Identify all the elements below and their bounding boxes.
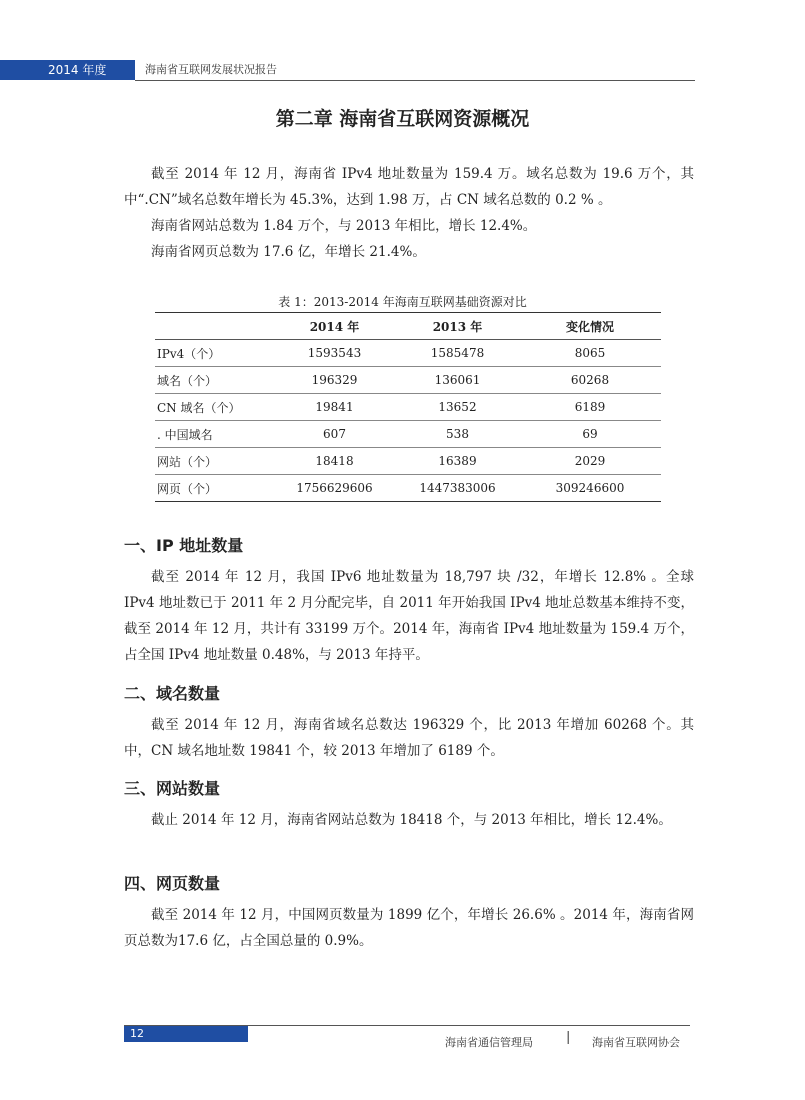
table-header-cell: 2013 年 xyxy=(396,313,519,340)
table-cell: 13652 xyxy=(396,394,519,421)
table-header-cell: 变化情况 xyxy=(519,313,661,340)
table-cell: 607 xyxy=(273,421,396,448)
section-heading-webpages: 四、网页数量 xyxy=(124,874,221,893)
section-paragraph: 截止 2014 年 12 月，海南省网站总数为 18418 个，与 2013 年相比，增长 12.4%。 xyxy=(151,812,672,828)
header-divider xyxy=(135,80,695,81)
section-heading-domain: 二、域名数量 xyxy=(124,684,221,703)
intro-paragraph-1: 截至 2014 年 12 月，海南省 IPv4 地址数量为 159.4 万。域名总数为 19.6 万个，其中“.CN”域名总数年增长为 45.3%，达到 1.98 万，占 CN 域名总数的 0.2 % 。 xyxy=(124,166,694,208)
header-year-label: 2014 年度 xyxy=(48,63,107,77)
page-number-badge xyxy=(124,1026,248,1042)
section-paragraph: 截至 2014 年 12 月，海南省域名总数达 196329 个，比 2013 年增加 60268 个。其中，CN 域名地址数 19841 个，较 2013 年增加了 6189 个。 xyxy=(124,717,694,759)
footer-org-right: 海南省互联网协会 xyxy=(592,1036,680,1049)
section-body-websites xyxy=(124,807,694,833)
table-cell: 538 xyxy=(396,421,519,448)
table-cell: 8065 xyxy=(519,340,661,367)
intro-paragraph-3: 海南省网页总数为 17.6 亿，年增长 21.4%。 xyxy=(151,244,426,260)
section-body-domain xyxy=(124,712,694,764)
table-row xyxy=(155,421,661,448)
table-cell: 1593543 xyxy=(273,340,396,367)
resource-comparison-table xyxy=(155,312,661,502)
table-caption: 表 1：2013-2014 年海南互联网基础资源对比 xyxy=(278,295,527,309)
footer-separator: | xyxy=(566,1030,571,1045)
table-cell: 136061 xyxy=(396,367,519,394)
intro-block xyxy=(124,161,694,265)
table-row xyxy=(155,340,661,367)
section-paragraph: 截至 2014 年 12 月，我国 IPv6 地址数量为 18,797 块 /32，年增长 12.8% 。全球 IPv4 地址数已于 2011 年 2 月分配完毕，自 2011 年开始我国 IPv4 地址总数基本维持不变，截至 2014 年 12 月，共计有 33199 万个。2014 年，海南省 IPv4 地址数量为 159.4 万个，占全国 IPv4 地址数量 0.48%，与 2013 年持平。 xyxy=(124,569,694,663)
section-body-ip xyxy=(124,564,694,668)
page-number: 12 xyxy=(130,1027,144,1040)
table-cell: 69 xyxy=(519,421,661,448)
chapter-title: 第二章 海南省互联网资源概况 xyxy=(275,108,530,130)
table-row xyxy=(155,448,661,475)
table-row-label: CN 域名（个） xyxy=(155,394,273,421)
header-report-title: 海南省互联网发展状况报告 xyxy=(145,63,277,76)
table-row-label: . 中国域名 xyxy=(155,421,273,448)
section-heading-ip: 一、IP 地址数量 xyxy=(124,536,244,555)
table-header-cell: 2014 年 xyxy=(273,313,396,340)
table-row-label: IPv4（个） xyxy=(155,340,273,367)
table-row-label: 域名（个） xyxy=(155,367,273,394)
header-year-badge xyxy=(0,60,135,80)
table-cell: 60268 xyxy=(519,367,661,394)
table-cell: 196329 xyxy=(273,367,396,394)
section-body-webpages xyxy=(124,902,694,954)
table-cell: 19841 xyxy=(273,394,396,421)
table-header-cell xyxy=(155,313,273,340)
table-cell: 1756629606 xyxy=(273,475,396,502)
table-row-label: 网页（个） xyxy=(155,475,273,502)
table-cell: 1585478 xyxy=(396,340,519,367)
intro-paragraph-2: 海南省网站总数为 1.84 万个，与 2013 年相比，增长 12.4%。 xyxy=(151,218,537,234)
footer-org-left: 海南省通信管理局 xyxy=(445,1036,533,1049)
table-row xyxy=(155,394,661,421)
section-heading-websites: 三、网站数量 xyxy=(124,779,221,798)
table-cell: 1447383006 xyxy=(396,475,519,502)
table-row xyxy=(155,475,661,502)
section-paragraph: 截至 2014 年 12 月，中国网页数量为 1899 亿个，年增长 26.6% 。2014 年，海南省网页总数为17.6 亿，占全国总量的 0.9%。 xyxy=(124,907,694,949)
table-cell: 309246600 xyxy=(519,475,661,502)
table-cell: 6189 xyxy=(519,394,661,421)
table-cell: 16389 xyxy=(396,448,519,475)
table-cell: 18418 xyxy=(273,448,396,475)
table-row xyxy=(155,367,661,394)
table-header-row xyxy=(155,313,661,340)
table-cell: 2029 xyxy=(519,448,661,475)
table-row-label: 网站（个） xyxy=(155,448,273,475)
